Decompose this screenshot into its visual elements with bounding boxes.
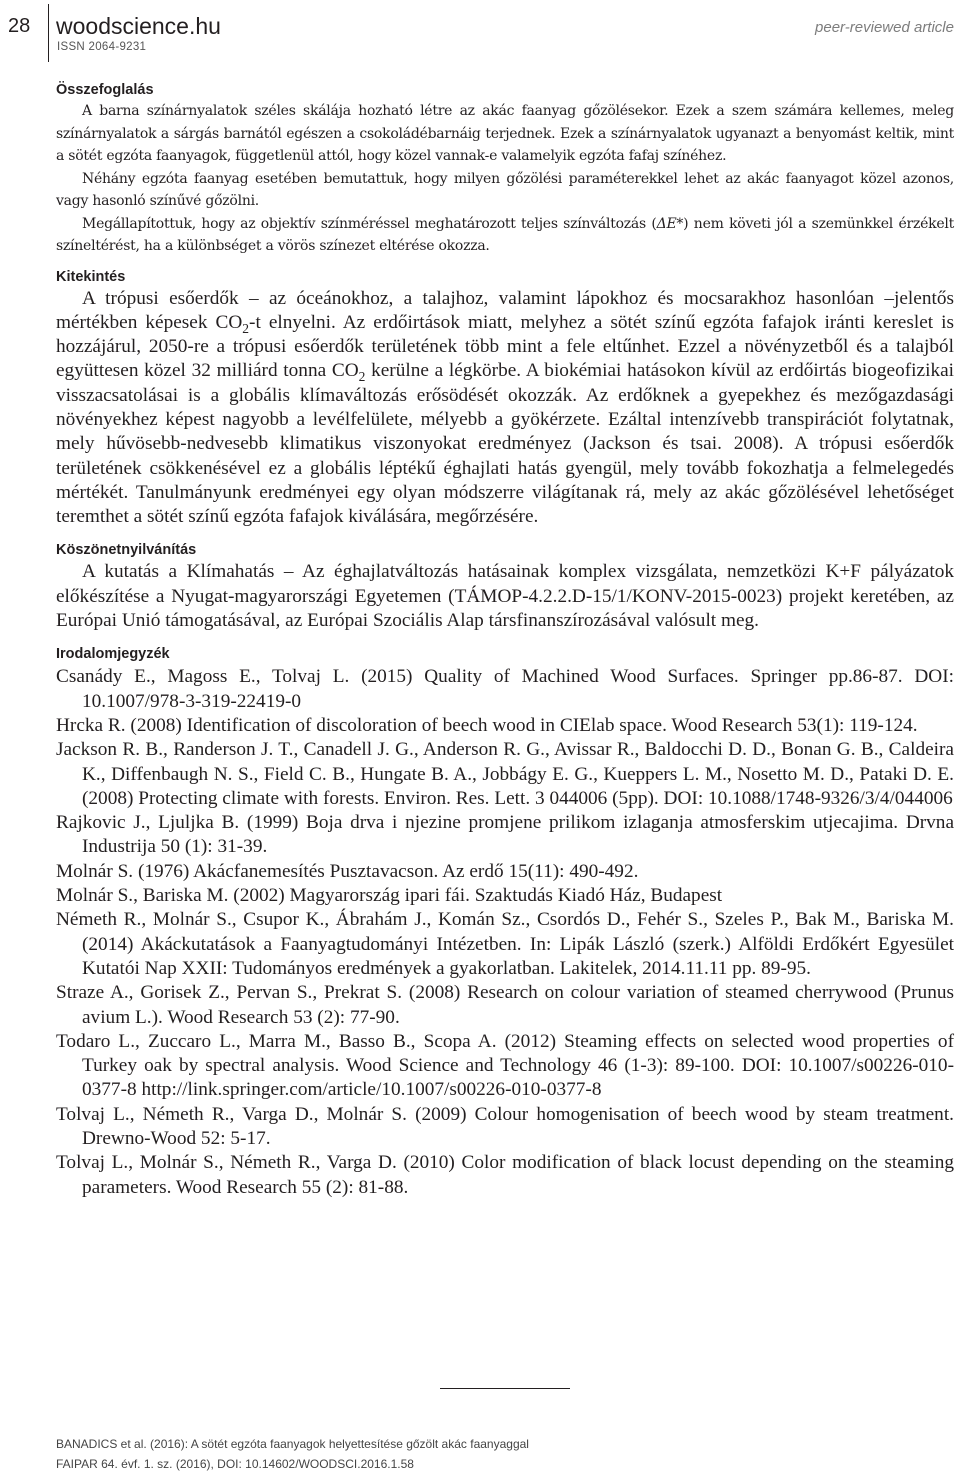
summary-section: [56, 100, 954, 258]
outlook-section: [56, 287, 954, 530]
outlook-text: kerülne a légkörbe. A biokémiai hatásokon kívül az erdőirtás biogeofizikai visszacsatolásai is a globális klímaváltozás erősödését okozzák. Az erdőknek a gyepekhez és mezőgazdasági növényekhez képest nagyobb a levélfelülete, mélyebb a gyökérzete. Ezáltal intenzívebb transpirációt folytatnak, mely hűvösebb-nedvesebb klimatikus viszonyokat eredményez (Jackson és tsai. 2008). A trópusi esőerdők területének csökkenésével ez a globális léptékű éghajlati hatás gyengül, mely tovább fokozhatja a felmelegedés mértékét. Tanulmányunk eredményei egy olyan módszerre világítanak rá, mely az akác gőzölésével lehetőséget teremthet a sötét színű egzóta fafajok kiválására, megőrzésére.: [56, 360, 954, 528]
summary-paragraph: [56, 213, 954, 258]
reference-item: Hrcka R. (2008) Identification of discoloration of beech wood in CIElab space. Wood Research 53(1): 119-124.: [56, 714, 918, 736]
reference-item: Tolvaj L., Németh R., Varga D., Molnár S. (2009) Colour homogenisation of beech wood by steam treatment. Drewno-Wood 52: 5-17.: [56, 1103, 954, 1149]
reference-item: Straze A., Gorisek Z., Pervan S., Prekrat S. (2008) Research on colour variation of steamed cherrywood (Prunus avium L.). Wood Research 53 (2): 77-90.: [56, 982, 954, 1028]
reference-item: Németh R., Molnár S., Csupor K., Ábrahám J., Komán Sz., Csordós D., Fehér S., Szeles P., Bak M., Bariska M. (2014) Akáckutatások a Faanyagtudományi Intézetben. In: Lipák László (szerk.) Alföldi Erdőkért Egyesület Kutatói Nap XXII: Tudományos eredmények a gyakorlatban. Lakitelek, 2014.11.11 pp. 89-95.: [56, 909, 954, 979]
summary-paragraph: A barna színárnyalatok széles skálája hozható létre az akác faanyag gőzölésekor. Ezek a szem számára kellemes, meleg színárnyalatok a sárgás barnától egészen a csokoládébarnáig terjednek. Ezek a színárnyalatok ugyanazt a benyomást keltik, mint a sötét egzóta faanyagok, függetlenül attól, hogy közel vannak-e valamelyik egzóta fafaj színéhez.: [56, 103, 954, 164]
reference-list: [56, 665, 954, 1200]
reference-item: Todaro L., Zuccaro L., Marra M., Basso B., Scopa A. (2012) Steaming effects on selected wood properties of Turkey oak by spectral analysis. Wood Science and Technology 46 (1-3): 89-100. DOI: 10.1007/s00226-010-0377-8 http://link.springer.com/article/10.1007/s00226-010-0377-8: [56, 1030, 954, 1101]
delta-e-symbol: ΔE*: [656, 215, 684, 232]
reference-item: Tolvaj L., Molnár S., Németh R., Varga D. (2010) Color modification of black locust depending on the steaming parameters. Wood Research 55 (2): 81-88.: [56, 1152, 954, 1198]
acknowledgement-section: [56, 560, 954, 633]
summary-text: ) nem követi jól a szemünkkel érzékelt színeltérést, ha a különbséget a vörös színezet eltérése okozza.: [56, 215, 954, 254]
footer-citation: BANADICS et al. (2016): A sötét egzóta faanyagok helyettesítése gőzölt akác faanyaggal: [56, 1437, 529, 1451]
article-body: [56, 80, 954, 1200]
reference-item: Molnár S., Bariska M. (2002) Magyarország ipari fái. Szaktudás Kiadó Ház, Budapest: [56, 885, 723, 907]
outlook-text: A trópusi esőerdők – az óceánokhoz, a talajhoz, valamint lápokhoz és mocsarakhoz hasonlóan –jelentős mértékben képesek CO: [56, 287, 954, 333]
site-name: woodscience.hu: [56, 13, 221, 39]
reference-item: Molnár S. (1976) Akácfanemesítés Pusztavacson. Az erdő 15(11): 490-492.: [56, 860, 639, 882]
references-heading: Irodalomjegyzék: [56, 646, 170, 663]
subscript: 2: [242, 320, 250, 336]
outlook-text: -t elnyelni. Az erdőirtások miatt, melyhez a sötét színű egzóta fafajok iránti kereslet is hozzájárul, 2050-re a trópusi esőerdők területének több mint a fele eltűnhet. Ezzel a növényzetből és a talajból együttesen közel 32 milliárd tonna CO: [56, 311, 954, 382]
acknowledgement-paragraph: A kutatás a Klímahatás – Az éghajlatváltozás hatásainak komplex vizsgálata, nemzetközi K+F pályázatok előkészítése a Nyugat-magyarországi Egyetemen (TÁMOP-4.2.2.D-15/1/KONV-2015-0023) projekt keretében, az Európai Unió támogatásával, az Európai Szociális Alap társfinanszírozásával valósult meg.: [56, 561, 954, 632]
reference-item: Rajkovic J., Ljuljka B. (1999) Boja drva i njezine promjene prilikom izlaganja atmosferskim utjecajima. Drvna Industrija 50 (1): 31-39.: [56, 812, 954, 858]
outlook-heading: Kitekintés: [56, 268, 126, 285]
reference-item: Csanády E., Magoss E., Tolvaj L. (2015) Quality of Machined Wood Surfaces. Springer pp.86-87. DOI: 10.1007/978-3-319-22419-0: [56, 666, 954, 712]
summary-heading: Összefoglalás: [56, 82, 154, 98]
footer-journal: FAIPAR 64. évf. 1. sz. (2016), DOI: 10.14602/WOODSCI.2016.1.58: [56, 1457, 414, 1471]
page-number: 28: [8, 15, 31, 37]
article-type-label: peer-reviewed article: [815, 19, 954, 36]
issn-label: ISSN 2064-9231: [57, 41, 147, 53]
summary-paragraph: Néhány egzóta faanyag esetében bemutattuk, hogy milyen gőzölési paraméterekkel lehet az akác faanyagot közel azonos, vagy hasonló színűvé gőzölni.: [56, 170, 954, 209]
summary-text: Megállapítottuk, hogy az objektív színméréssel meghatározott teljes színváltozás (: [82, 215, 657, 232]
subscript: 2: [358, 369, 366, 385]
header-divider: [48, 4, 49, 62]
reference-item: Jackson R. B., Randerson J. T., Canadell J. G., Anderson R. G., Avissar R., Baldocchi D. D., Bonan G. B., Caldeira K., Diffenbaugh N. S., Field C. B., Hungate B. A., Jobbágy E. G., Kueppers L. M., Nosetto M. D., Pataki D. E. (2008) Protecting climate with forests. Environ. Res. Lett. 3 044006 (5pp). DOI: 10.1088/1748-9326/3/4/044006: [56, 739, 954, 809]
acknowledgement-heading: Köszönetnyilvánítás: [56, 542, 197, 559]
end-divider: [440, 1388, 570, 1389]
outlook-paragraph: [56, 287, 954, 530]
